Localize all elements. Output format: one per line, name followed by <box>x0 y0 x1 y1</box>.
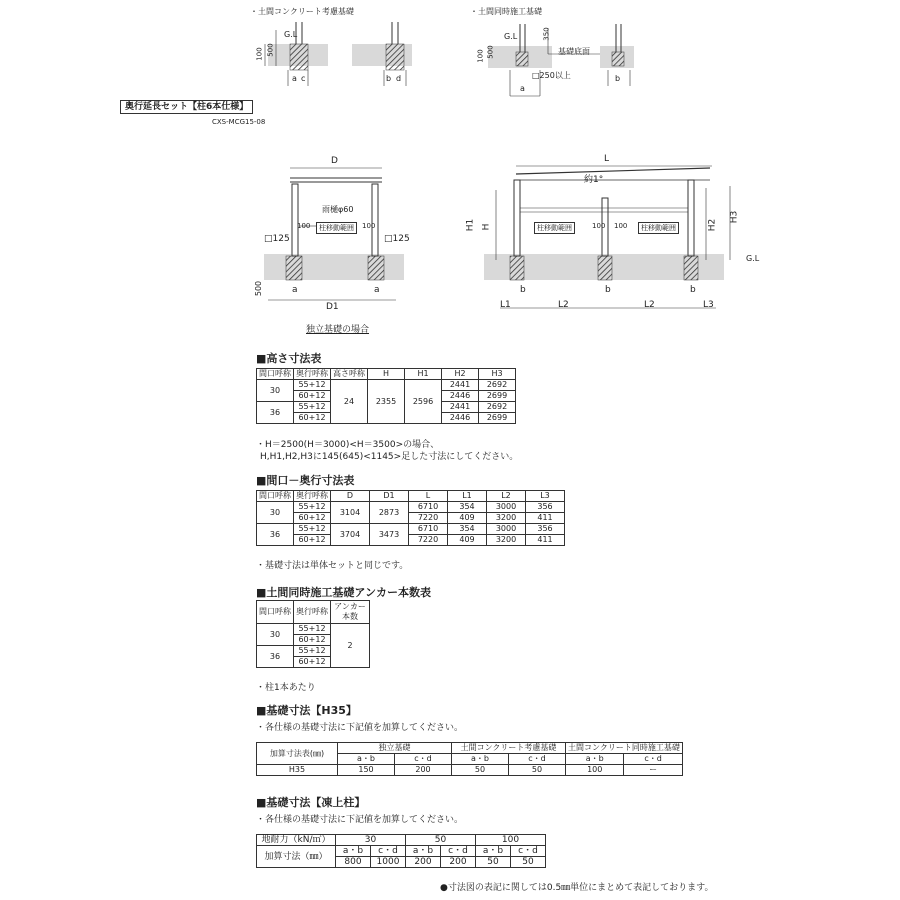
post-size-left: □125 <box>264 234 290 244</box>
dim-100: 100 <box>255 47 264 61</box>
foundation-detail-diagrams <box>0 0 900 110</box>
h35-table: 加算寸法表(㎜) 独立基礎 土間コンクリート考慮基礎 土間コンクリート同時施工基礎 a・b c・d a・b c・d a・b c・d H35 150 200 50 50 100 ー <box>256 742 683 776</box>
height-table-title: ■高さ寸法表 <box>256 352 322 365</box>
table-row: 36 55+12 3704 3473 6710 354 3000 356 <box>257 524 565 535</box>
anchor-table: 間口呼称 奥行呼称 アンカー本数 30 55+12 2 60+12 36 55+12 60+12 <box>256 600 370 668</box>
post-right <box>372 184 378 256</box>
table-row: H35 150 200 50 50 100 ー <box>257 765 683 776</box>
set-title: 奥行延長セット【柱6本仕様】 <box>120 100 253 114</box>
table-row: 30 55+12 24 2355 2596 2441 2692 <box>257 380 516 391</box>
gl-label: G.L <box>284 30 298 39</box>
table-row: 60+12 7220 409 3200 411 <box>257 513 565 524</box>
table-row: 800 1000 200 200 50 50 <box>257 857 546 868</box>
table-row: 30 55+12 2 <box>257 624 370 635</box>
th: H2 <box>442 369 479 380</box>
dim-L1: L1 <box>500 300 511 310</box>
move-range-label: 柱移動範囲 <box>316 222 357 234</box>
table-row: 60+12 2446 2699 <box>257 413 516 424</box>
slope-label: 約1° <box>584 175 604 185</box>
dim-100: 100 <box>476 49 485 63</box>
gutter-label: 雨樋φ60 <box>322 205 354 214</box>
carport-elevation-diagrams <box>0 150 900 340</box>
dim-L2: L2 <box>558 300 569 310</box>
dim-H: H <box>481 223 492 231</box>
th: 高さ呼称 <box>331 369 368 380</box>
height-note-1: ・H＝2500(H＝3000)<H＝3500>の場合、 <box>256 440 440 450</box>
dim-b: b <box>690 285 696 295</box>
table-row: 36 55+12 2441 2692 <box>257 402 516 413</box>
h35-title: ■基礎寸法【H35】 <box>256 704 357 717</box>
dim-D: D <box>331 156 338 166</box>
post-side-3 <box>688 180 694 256</box>
frost-note: ・各仕様の基礎寸法に下記値を加算してください。 <box>256 815 464 825</box>
th: H <box>368 369 405 380</box>
move-range-label: 柱移動範囲 <box>534 222 575 234</box>
footing-side-3 <box>684 256 698 280</box>
dim-350: 350 <box>542 27 551 41</box>
move-offset-100: 100 <box>297 222 311 230</box>
frost-title: ■基礎寸法【凍上柱】 <box>256 796 366 809</box>
footing <box>516 52 528 66</box>
post-side-1 <box>514 180 520 256</box>
table-row: 60+12 7220 409 3200 411 <box>257 535 565 546</box>
move-offset-100: 100 <box>362 222 376 230</box>
dim-L3: L3 <box>703 300 714 310</box>
post-left <box>292 184 298 256</box>
footing-left <box>286 256 302 280</box>
height-table <box>256 368 516 424</box>
set-code: CXS-MCG15-08 <box>212 118 266 126</box>
dim-c: c <box>301 74 306 83</box>
base-bottom-label: 基礎底面 <box>558 47 590 56</box>
th: 奥行呼称 <box>294 369 331 380</box>
table-row: 60+12 2446 2699 <box>257 391 516 402</box>
anchor-table-title: ■土間同時施工基礎アンカー本数表 <box>256 586 431 599</box>
move-offset-100: 100 <box>592 222 606 230</box>
dim-d: d <box>396 74 402 83</box>
dim-H3: H3 <box>729 210 740 224</box>
footing <box>386 44 404 70</box>
depth-table-title: ■間口－奥行寸法表 <box>256 474 355 487</box>
depth-table: 間口呼称 奥行呼称 D D1 L L1 L2 L3 30 55+12 3104 2873 6710 354 3000 356 60+12 7220 409 3200 411 36 55+12 3704 3473 6710 354 3000 356 60+12 7220 409 3200 411 <box>256 490 565 546</box>
th: H1 <box>405 369 442 380</box>
dim-a: a <box>292 74 297 83</box>
dim-a-left: a <box>292 285 298 295</box>
dim-H1: H1 <box>465 218 476 232</box>
dim-b: b <box>605 285 611 295</box>
height-note-2: H,H1,H2,H3に145(645)<1145>足した寸法にしてください。 <box>260 452 519 462</box>
footing-side-1 <box>510 256 524 280</box>
dim-500: 500 <box>266 43 275 57</box>
gl-label: G.L <box>746 254 760 263</box>
table-row: 30 55+12 3104 2873 6710 354 3000 356 <box>257 502 565 513</box>
depth-note: ・基礎寸法は単体セットと同じです。 <box>256 561 409 571</box>
table-row: 60+12 <box>257 635 370 646</box>
footing <box>612 52 624 66</box>
dim-a-right: a <box>374 285 380 295</box>
dim-500: 500 <box>254 280 264 297</box>
footing <box>290 44 308 70</box>
post-size-right: □125 <box>384 234 410 244</box>
table-row: 60+12 <box>257 657 370 668</box>
th: 間口呼称 <box>257 369 294 380</box>
table-row: 36 55+12 <box>257 646 370 657</box>
dim-b: b <box>386 74 392 83</box>
footing-right <box>368 256 384 280</box>
footing-side-2 <box>598 256 612 280</box>
dim-D1: D1 <box>326 302 339 312</box>
gl-label: G.L <box>504 32 518 41</box>
dim-b: b <box>520 285 526 295</box>
th: H3 <box>479 369 516 380</box>
h35-note: ・各仕様の基礎寸法に下記値を加算してください。 <box>256 723 464 733</box>
dim-500: 500 <box>486 45 495 59</box>
footer-note: ●寸法図の表記に関しては0.5㎜単位にまとめて表記しております。 <box>440 883 714 893</box>
dim-b: b <box>615 74 621 83</box>
dim-H2: H2 <box>707 218 718 232</box>
anchor-note: ・柱1本あたり <box>256 683 316 693</box>
dim-L2: L2 <box>644 300 655 310</box>
frost-table: 地耐力（kN/㎡） 30 50 100 加算寸法（㎜） a・b c・d a・b c・d a・b c・d 800 1000 200 200 50 50 <box>256 834 546 868</box>
move-offset-100: 100 <box>614 222 628 230</box>
label-doma-simultaneous: ・土間同時施工基礎 <box>470 7 542 16</box>
dim-L: L <box>604 154 610 164</box>
sq250-label: □250以上 <box>532 71 571 80</box>
move-range-label: 柱移動範囲 <box>638 222 679 234</box>
dim-a: a <box>520 84 525 93</box>
label-doma-consider: ・土間コンクリート考慮基礎 <box>250 7 354 16</box>
independent-foundation-caption: 独立基礎の場合 <box>306 325 370 335</box>
